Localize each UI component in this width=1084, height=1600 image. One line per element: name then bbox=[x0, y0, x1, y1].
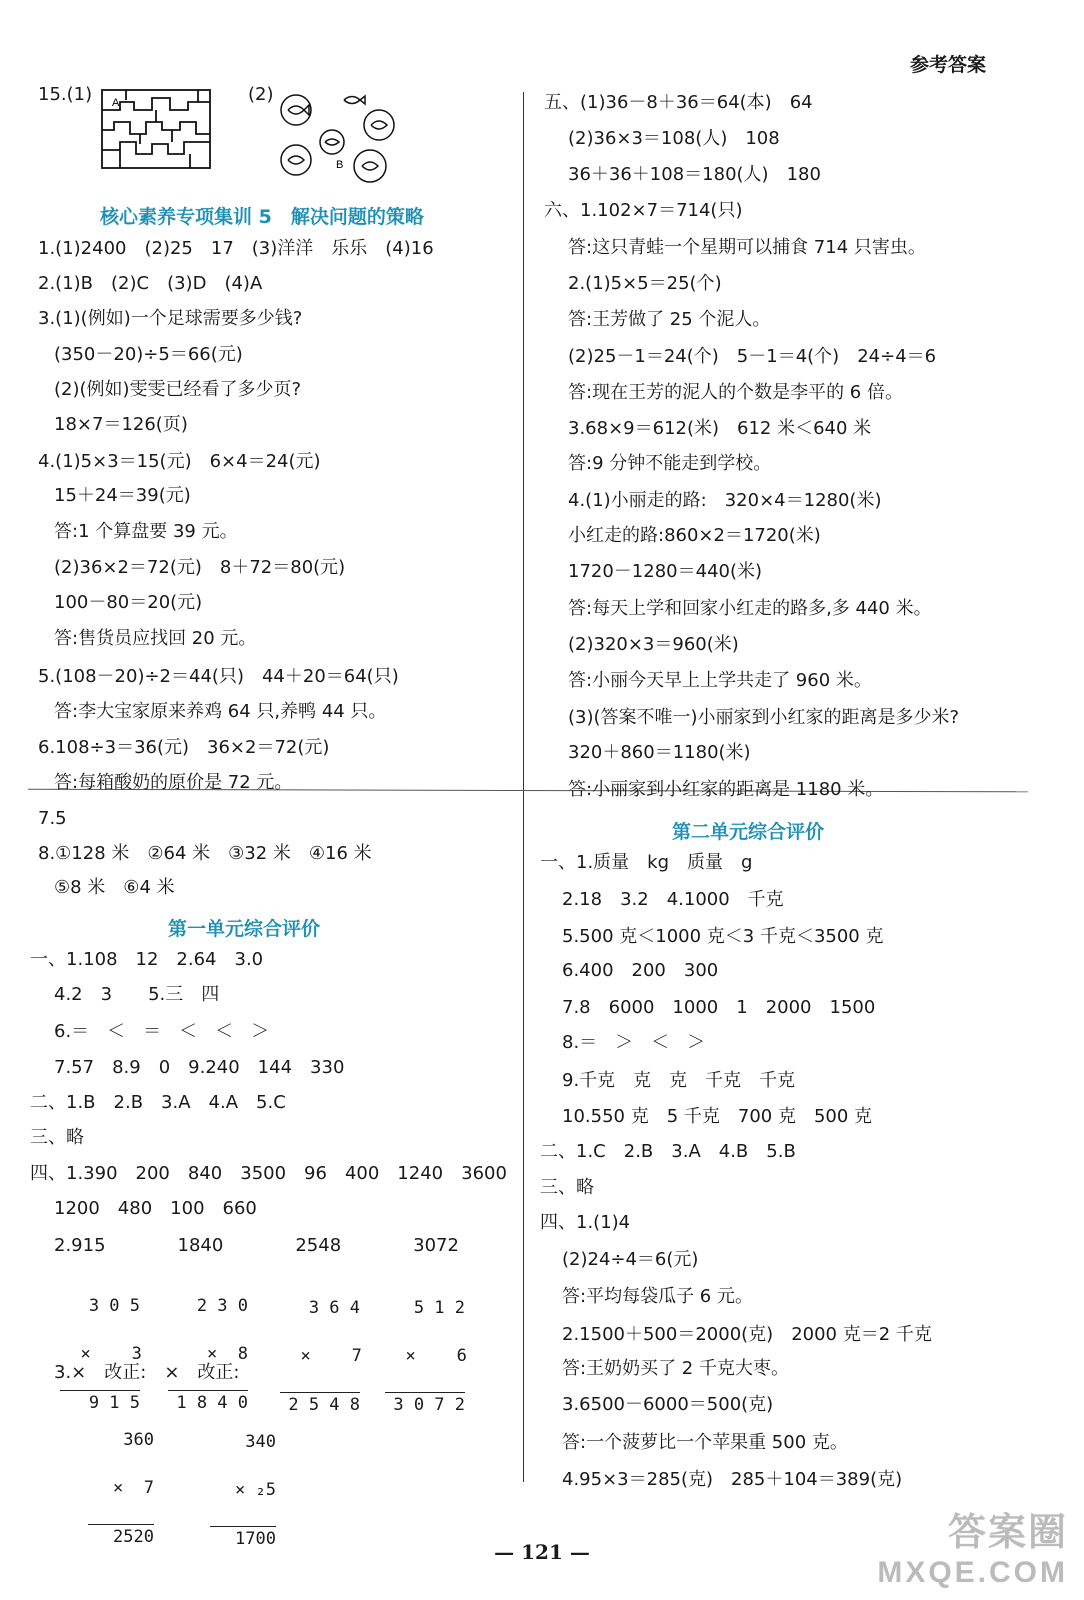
right-line: (2)320×3＝960(米) bbox=[568, 634, 739, 655]
right-line: 5.500 克＜1000 克＜3 千克＜3500 克 bbox=[562, 926, 884, 947]
column-divider bbox=[523, 92, 524, 1482]
vert-mid: × 7 bbox=[300, 1346, 362, 1366]
right-line: 6.400 200 300 bbox=[562, 960, 719, 981]
right-line: 320＋860＝1180(米) bbox=[568, 742, 751, 763]
right-line: 2.18 3.2 4.1000 千克 bbox=[562, 889, 784, 910]
vert-mid: × 6 bbox=[405, 1346, 467, 1366]
left-line: 7.5 bbox=[38, 808, 67, 829]
left-line: 答:每箱酸奶的原价是 72 元。 bbox=[54, 772, 293, 793]
vert-top: 340 bbox=[245, 1432, 276, 1452]
right-line: 2.1500＋500＝2000(克) 2000 克＝2 千克 bbox=[562, 1324, 932, 1345]
vert-top: 3 0 5 bbox=[88, 1296, 140, 1316]
right-line: 答:现在王芳的泥人的个数是李平的 6 倍。 bbox=[568, 382, 903, 403]
right-line: 4.(1)小丽走的路: 320×4＝1280(米) bbox=[568, 490, 882, 511]
vert-bottom: 2 5 4 8 bbox=[280, 1392, 360, 1417]
right-line: 答:王奶奶买了 2 千克大枣。 bbox=[562, 1358, 789, 1379]
vert-mid: × 8 bbox=[207, 1344, 248, 1364]
vert-bottom: 1700 bbox=[210, 1526, 276, 1551]
fish-circles-figure bbox=[278, 88, 408, 184]
right-line: 7.8 6000 1000 1 2000 1500 bbox=[562, 997, 876, 1018]
vert-mid: × ₂5 bbox=[235, 1480, 276, 1500]
right-line: 答:9 分钟不能走到学校。 bbox=[568, 453, 772, 474]
left-line: 6.108÷3＝36(元) 36×2＝72(元) bbox=[38, 737, 330, 758]
right-line: 答:每天上学和回家小红走的路多,多 440 米。 bbox=[568, 598, 932, 619]
left-line: 三、略 bbox=[30, 1127, 84, 1148]
left-line: 二、1.B 2.B 3.A 4.A 5.C bbox=[30, 1092, 286, 1113]
section-title-strategy: 核心素养专项集训 5 解决问题的策略 bbox=[100, 206, 424, 228]
vert-bottom: 9 1 5 bbox=[60, 1390, 140, 1415]
right-line: 小红走的路:860×2＝1720(米) bbox=[568, 525, 821, 546]
left-line: 4.(1)5×3＝15(元) 6×4＝24(元) bbox=[38, 451, 321, 472]
right-line: 答:小丽家到小红家的距离是 1180 米。 bbox=[568, 779, 884, 800]
puzzle-grid-figure bbox=[100, 88, 212, 170]
vertical-multiplication bbox=[385, 1272, 465, 1441]
right-line: 二、1.C 2.B 3.A 4.B 5.B bbox=[540, 1141, 796, 1162]
right-line: 答:小丽今天早上上学共走了 960 米。 bbox=[568, 670, 872, 691]
right-line: 答:平均每袋瓜子 6 元。 bbox=[562, 1286, 753, 1307]
vert-bottom: 1 8 4 0 bbox=[168, 1390, 248, 1415]
vert-mid: × 3 bbox=[80, 1344, 142, 1364]
left-line: 18×7＝126(页) bbox=[54, 414, 188, 435]
right-line: 9.千克 克 克 千克 千克 bbox=[562, 1070, 796, 1091]
right-line: 4.95×3＝285(克) 285＋104＝389(克) bbox=[562, 1469, 903, 1490]
right-line: (2)24÷4＝6(元) bbox=[562, 1249, 699, 1270]
left-line: 100－80＝20(元) bbox=[54, 592, 203, 613]
right-line: 8.＝ ＞ ＜ ＞ bbox=[562, 1032, 706, 1053]
left-line: 答:1 个算盘要 39 元。 bbox=[54, 521, 238, 542]
vert-mid: × 7 bbox=[113, 1478, 154, 1498]
right-line: 36＋36＋108＝180(人) 180 bbox=[568, 164, 821, 185]
watermark-bottom: MXQE.COM bbox=[877, 1556, 1068, 1589]
page-number: — 121 — bbox=[494, 1540, 590, 1564]
fig-label-a: A bbox=[112, 97, 120, 109]
right-line: 六、1.102×7＝714(只) bbox=[544, 200, 743, 221]
header-title: 参考答案 bbox=[909, 54, 986, 76]
left-line: 2.(1)B (2)C (3)D (4)A bbox=[38, 273, 263, 294]
left-line: 四、1.390 200 840 3500 96 400 1240 3600 bbox=[30, 1163, 507, 1184]
right-line: (2)25－1＝24(个) 5－1＝4(个) 24÷4＝6 bbox=[568, 346, 937, 367]
left-line: 5.(108－20)÷2＝44(只) 44＋20＝64(只) bbox=[38, 666, 399, 687]
right-line: 10.550 克 5 千克 700 克 500 克 bbox=[562, 1106, 873, 1127]
right-line: 3.68×9＝612(米) 612 米＜640 米 bbox=[568, 418, 872, 439]
section-title-unit1: 第一单元综合评价 bbox=[168, 918, 321, 940]
left-line: 1200 480 100 660 bbox=[54, 1198, 257, 1219]
right-line: (3)(答案不唯一)小丽家到小红家的距离是多少米? bbox=[568, 707, 960, 728]
right-line: 三、略 bbox=[540, 1177, 594, 1198]
left-line: 2.915 1840 2548 3072 bbox=[54, 1235, 459, 1256]
left-line: 4.2 3 5.三 四 bbox=[54, 984, 220, 1005]
q15-2-label: (2) bbox=[248, 84, 274, 105]
right-line: 五、(1)36－8＋36＝64(本) 64 bbox=[544, 92, 813, 113]
q15-1-label: 15.(1) bbox=[38, 84, 93, 105]
right-line: 一、1.质量 kg 质量 g bbox=[540, 852, 753, 873]
left-line: 答:李大宝家原来养鸡 64 只,养鸭 44 只。 bbox=[54, 701, 387, 722]
vert-bottom: 2520 bbox=[88, 1524, 154, 1549]
right-line: 2.(1)5×5＝25(个) bbox=[568, 273, 722, 294]
left-line: 3.(1)(例如)一个足球需要多少钱? bbox=[38, 308, 303, 329]
right-line: 1720－1280＝440(米) bbox=[568, 561, 763, 582]
left-line: (350－20)÷5＝66(元) bbox=[54, 344, 243, 365]
left-line: 答:售货员应找回 20 元。 bbox=[54, 628, 257, 649]
watermark-logo bbox=[877, 1501, 1068, 1590]
right-line: 答:这只青蛙一个星期可以捕食 714 只害虫。 bbox=[568, 237, 926, 258]
vertical-multiplication bbox=[280, 1272, 360, 1441]
right-line: 3.6500－6000＝500(克) bbox=[562, 1394, 774, 1415]
left-line: 1.(1)2400 (2)25 17 (3)洋洋 乐乐 (4)16 bbox=[38, 238, 434, 259]
left-line: (2)36×2＝72(元) 8＋72＝80(元) bbox=[54, 557, 346, 578]
section-title-unit2: 第二单元综合评价 bbox=[672, 821, 825, 843]
fig-label-b: B bbox=[336, 159, 344, 171]
left-line: ⑤8 米 ⑥4 米 bbox=[54, 877, 175, 898]
left-line: 7.57 8.9 0 9.240 144 330 bbox=[54, 1057, 345, 1078]
vert-top: 360 bbox=[123, 1430, 154, 1450]
left-line: 15＋24＝39(元) bbox=[54, 485, 191, 506]
right-line: 四、1.(1)4 bbox=[540, 1212, 631, 1233]
watermark-top: 答案圈 bbox=[947, 1512, 1068, 1554]
left-line: (2)(例如)雯雯已经看了多少页? bbox=[54, 379, 302, 400]
left-line: 3.× 改正: × 改正: bbox=[54, 1362, 240, 1383]
right-line: (2)36×3＝108(人) 108 bbox=[568, 128, 780, 149]
vert-top: 2 3 0 bbox=[196, 1296, 248, 1316]
right-line: 答:一个菠萝比一个苹果重 500 克。 bbox=[562, 1432, 848, 1453]
left-line: 6.＝ ＜ ＝ ＜ ＜ ＞ bbox=[54, 1021, 270, 1042]
left-line: 8.①128 米 ②64 米 ③32 米 ④16 米 bbox=[38, 843, 372, 864]
vert-top: 3 6 4 bbox=[308, 1298, 360, 1318]
left-line: 一、1.108 12 2.64 3.0 bbox=[30, 949, 264, 970]
vert-bottom: 3 0 7 2 bbox=[385, 1392, 465, 1417]
vert-top: 5 1 2 bbox=[413, 1298, 465, 1318]
right-line: 答:王芳做了 25 个泥人。 bbox=[568, 309, 771, 330]
